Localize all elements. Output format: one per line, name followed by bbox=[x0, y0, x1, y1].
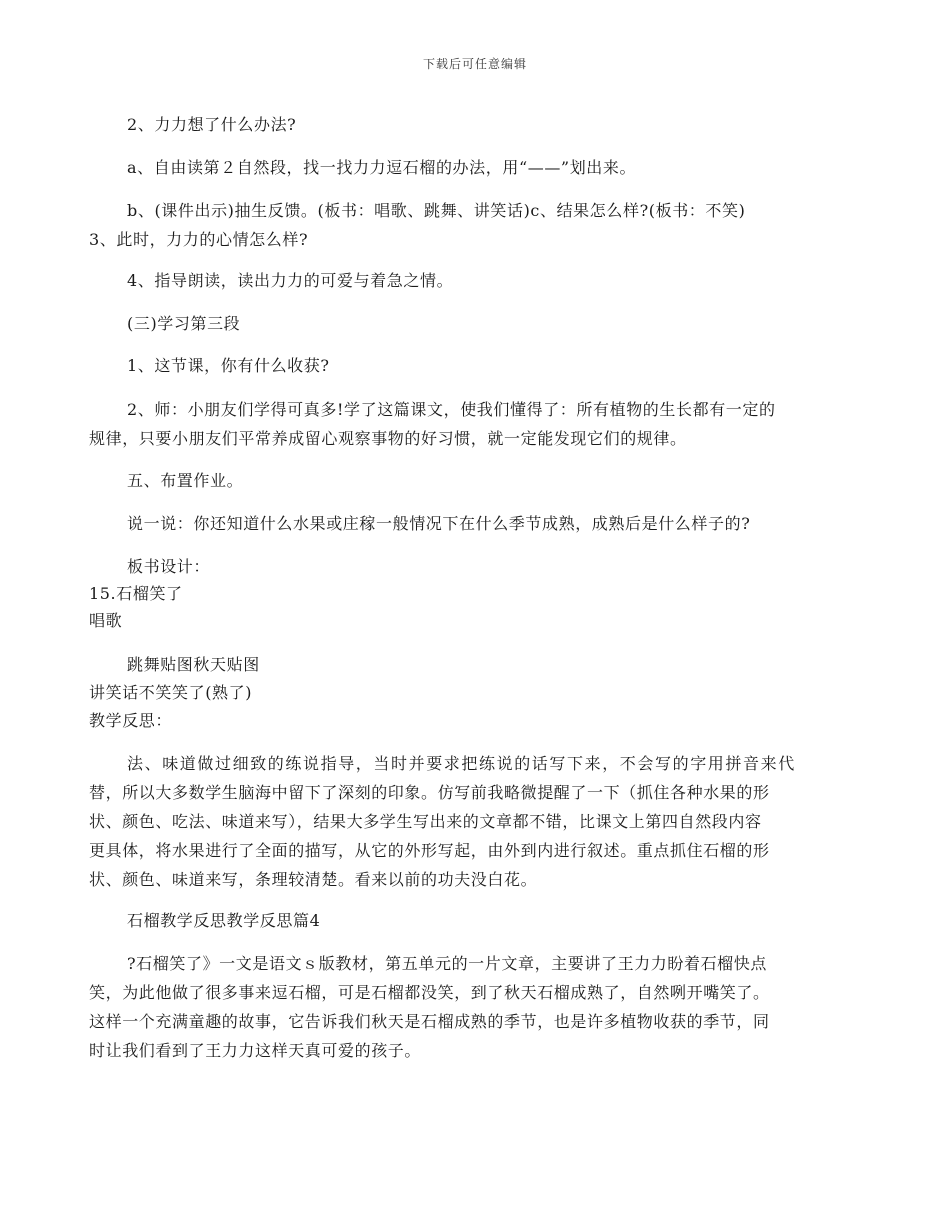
paragraph-line: 唱歌 bbox=[89, 611, 123, 630]
paragraph-line: 2、力力想了什么办法? bbox=[127, 115, 297, 134]
paragraph-line: 更具体，将水果进行了全面的描写，从它的外形写起，由外到内进行叙述。重点抓住石榴的形 bbox=[89, 841, 770, 860]
section-heading: 石榴教学反思教学反思篇4 bbox=[127, 911, 321, 930]
paragraph-line: 时让我们看到了王力力这样天真可爱的孩子。 bbox=[89, 1041, 422, 1060]
paragraph-line: 跳舞贴图秋天贴图 bbox=[127, 655, 260, 674]
paragraph-line: 这样一个充满童趣的故事，它告诉我们秋天是石榴成熟的季节，也是许多植物收获的季节，同 bbox=[89, 1012, 770, 1031]
paragraph-line: 4、指导朗读，读出力力的可爱与着急之情。 bbox=[127, 271, 454, 290]
paragraph-line: 说一说：你还知道什么水果或庄稼一般情况下在什么季节成熟，成熟后是什么样子的? bbox=[127, 514, 751, 533]
paragraph-line: 状、颜色、味道来写，条理较清楚。看来以前的功夫没白花。 bbox=[89, 870, 538, 889]
paragraph-line: 笑，为此他做了很多事来逗石榴，可是石榴都没笑，到了秋天石榴成熟了，自然咧开嘴笑了。 bbox=[89, 983, 770, 1002]
paragraph-line: ?石榴笑了》一文是语文ｓ版教材，第五单元的一片文章，主要讲了王力力盼着石榴快点 bbox=[127, 954, 767, 973]
page-header: 下载后可任意编辑 bbox=[422, 57, 527, 71]
paragraph-line: 五、布置作业。 bbox=[127, 471, 244, 490]
paragraph-line: 教学反思： bbox=[89, 711, 173, 730]
paragraph-line: 状、颜色、吃法、味道来写），结果大多学生写出来的文章都不错，比课文上第四自然段内容 bbox=[89, 812, 762, 831]
paragraph-line: 1、这节课，你有什么收获? bbox=[127, 356, 330, 375]
paragraph-line: 替，所以大多数学生脑海中留下了深刻的印象。仿写前我略微提醒了一下（抓住各种水果的形 bbox=[89, 783, 770, 802]
paragraph-line: 2、师：小朋友们学得可真多!学了这篇课文，使我们懂得了：所有植物的生长都有一定的 bbox=[127, 400, 776, 419]
paragraph-line: 规律，只要小朋友们平常养成留心观察事物的好习惯，就一定能发现它们的规律。 bbox=[89, 429, 687, 448]
paragraph-line: 板书设计： bbox=[127, 557, 211, 576]
paragraph-line: 法、味道做过细致的练说指导，当时并要求把练说的话写下来，不会写的字用拼音来代 bbox=[127, 754, 796, 773]
paragraph-line: b、(课件出示)抽生反馈。(板书：唱歌、跳舞、讲笑话)c、结果怎么样?(板书：不笑) bbox=[127, 201, 746, 220]
paragraph-line: (三)学习第三段 bbox=[127, 314, 241, 333]
paragraph-line: 15.石榴笑了 bbox=[89, 584, 183, 603]
paragraph-line: a、自由读第２自然段，找一找力力逗石榴的办法，用“——”划出来。 bbox=[127, 158, 637, 177]
paragraph-line: 讲笑话不笑笑了(熟了) bbox=[89, 683, 253, 702]
paragraph-line: 3、此时，力力的心情怎么样? bbox=[89, 230, 309, 249]
